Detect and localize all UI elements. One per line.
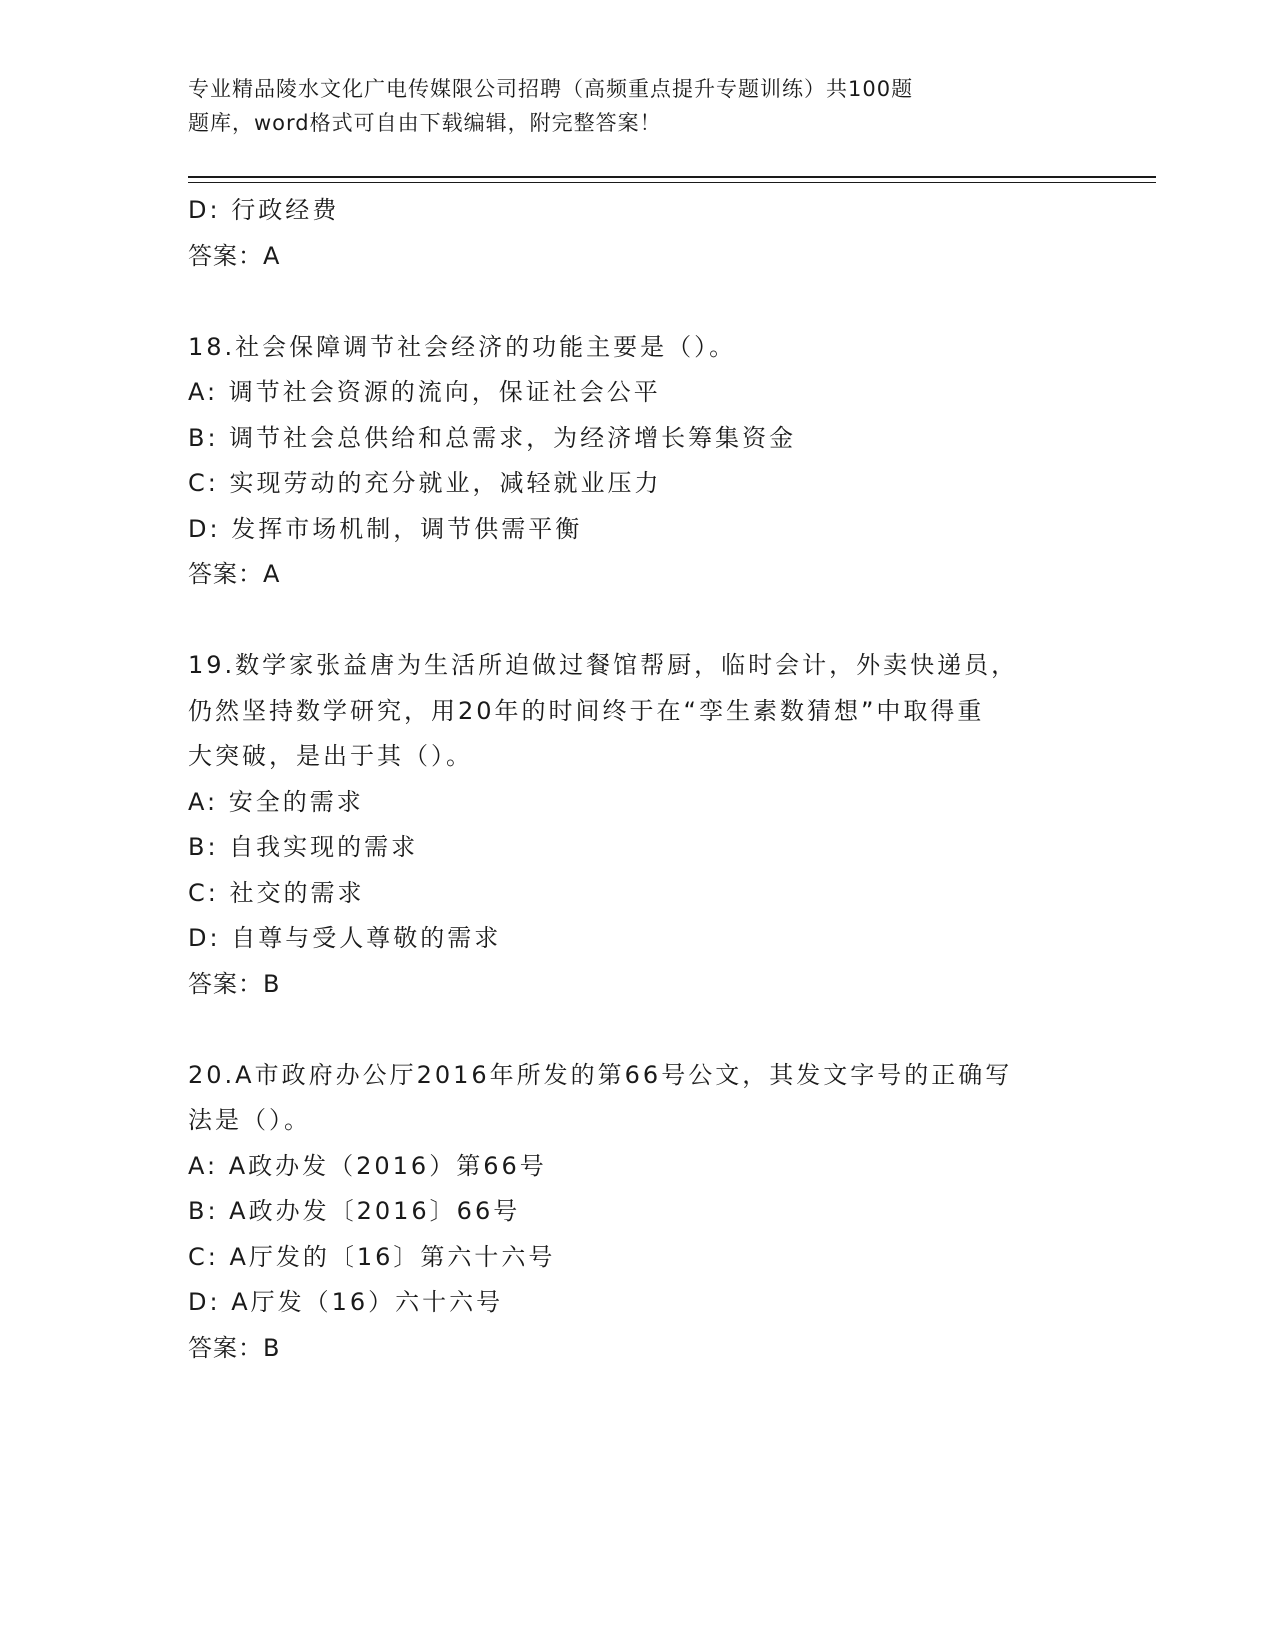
- previous-question-tail: [188, 188, 1088, 279]
- option-d: D: 发挥市场机制，调节供需平衡: [188, 514, 583, 543]
- question-18: [188, 325, 1088, 598]
- header-divider-thin: [188, 182, 1156, 183]
- option-c: C: 实现劳动的充分就业，减轻就业压力: [188, 469, 662, 497]
- option-b: B: 自我实现的需求: [188, 833, 419, 861]
- option-a: A: 调节社会资源的流向，保证社会公平: [188, 378, 661, 406]
- header-divider-thick: [188, 176, 1156, 178]
- document-header: [188, 72, 1068, 140]
- answer-line: 答案：A: [188, 241, 281, 270]
- question-19: [188, 643, 1088, 1007]
- spacer: [188, 279, 1088, 325]
- option-b: B: 调节社会总供给和总需求，为经济增长筹集资金: [188, 423, 797, 452]
- option-b: B: A政办发〔2016〕66号: [188, 1197, 521, 1225]
- spacer: [188, 598, 1088, 644]
- option-a: A: 安全的需求: [188, 787, 364, 816]
- option-a: A: A政办发（2016）第66号: [188, 1151, 547, 1180]
- question-stem: 19.数学家张益唐为生活所迫做过餐馆帮厨，临时会计，外卖快递员，: [188, 651, 1019, 679]
- header-line-2: 题库，word格式可自由下载编辑，附完整答案！: [188, 111, 662, 135]
- spacer: [188, 1007, 1088, 1053]
- option-c: C: 社交的需求: [188, 878, 365, 907]
- answer-line: 答案：B: [188, 969, 281, 998]
- question-content: [188, 188, 1088, 1371]
- option-d: D: 行政经费: [188, 196, 340, 224]
- answer-line: 答案：B: [188, 1333, 281, 1362]
- question-stem: 20.A市政府办公厅2016年所发的第66号公文，其发文字号的正确写: [188, 1060, 1013, 1089]
- option-d: D: A厅发（16）六十六号: [188, 1288, 504, 1316]
- question-stem: 大突破，是出于其（）。: [188, 742, 473, 770]
- question-stem: 法是（）。: [188, 1106, 311, 1134]
- question-stem: 仍然坚持数学研究，用20年的时间终于在“孪生素数猜想”中取得重: [188, 696, 985, 725]
- answer-line: 答案：A: [188, 560, 281, 588]
- question-stem: 18.社会保障调节社会经济的功能主要是（）。: [188, 332, 737, 361]
- option-c: C: A厅发的〔16〕第六十六号: [188, 1242, 556, 1271]
- question-20: [188, 1053, 1088, 1372]
- header-line-1: 专业精品陵水文化广电传媒限公司招聘（高频重点提升专题训练）共100题: [188, 77, 914, 101]
- option-d: D: 自尊与受人尊敬的需求: [188, 924, 502, 952]
